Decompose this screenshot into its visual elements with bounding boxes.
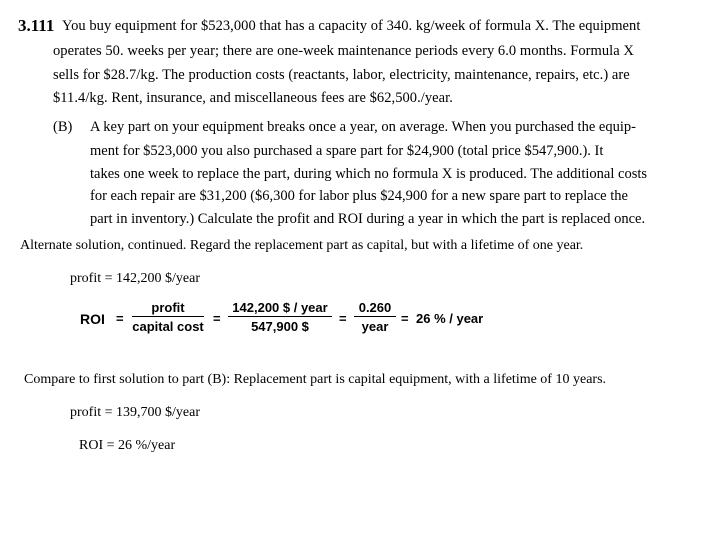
compare-profit-line: profit = 139,700 $/year — [70, 405, 200, 420]
fraction-denominator: 547,900 $ — [251, 319, 309, 334]
equals-sign-4: = — [401, 311, 409, 326]
fraction-denominator: year — [361, 319, 389, 334]
part-b-line-2: ment for $523,000 you also purchased a spare part for $24,900 (total price $547,900.). It — [90, 143, 604, 159]
fraction-numerator: profit — [151, 300, 185, 315]
part-b-label: (B) — [53, 119, 73, 135]
fraction-values — [228, 300, 332, 334]
alternate-profit-line: profit = 142,200 $/year — [70, 271, 200, 286]
problem-text-line-2: operates 50. weeks per year; there are one-week maintenance periods every 6.0 months. Formula X — [53, 43, 634, 59]
problem-text-line-4: $11.4/kg. Rent, insurance, and miscellaneous fees are $62,500./year. — [53, 90, 453, 106]
fraction-denominator: capital cost — [132, 319, 204, 334]
part-b-line-4: for each repair are $31,200 ($6,300 for labor plus $24,900 for a new spare part to replace the — [90, 188, 628, 204]
equals-sign-3: = — [339, 311, 347, 326]
fraction-rate — [354, 300, 396, 334]
problem-text-line-1: You buy equipment for $523,000 that has a capacity of 340. kg/week of formula X. The equipment — [62, 18, 641, 34]
problem-number: 3.111 — [18, 16, 55, 35]
part-b-line-5: part in inventory.) Calculate the profit and ROI during a year in which the part is replaced once. — [90, 211, 646, 227]
part-b-line-1: A key part on your equipment breaks once a year, on average. When you purchased the equip- — [90, 119, 636, 135]
equals-sign-2: = — [213, 311, 221, 326]
part-b-line-3: takes one week to replace the part, during which no formula X is produced. The additional costs — [90, 166, 648, 182]
fraction-profit-over-capital — [132, 300, 204, 334]
equals-sign-1: = — [116, 311, 124, 326]
problem-text-line-3: sells for $28.7/kg. The production costs (reactants, labor, electricity, maintenance, repairs, etc.) are — [53, 67, 630, 83]
fraction-numerator: 142,200 $ / year — [232, 300, 328, 315]
compare-heading: Compare to first solution to part (B): Replacement part is capital equipment, with a lifetime of 10 years. — [24, 372, 607, 387]
roi-result: 26 % / year — [416, 311, 484, 326]
compare-roi-line: ROI = 26 %/year — [79, 438, 176, 453]
alternate-heading: Alternate solution, continued. Regard the replacement part as capital, but with a lifetime of one year. — [20, 238, 584, 253]
roi-label: ROI — [80, 311, 105, 327]
fraction-numerator: 0.260 — [358, 300, 392, 315]
